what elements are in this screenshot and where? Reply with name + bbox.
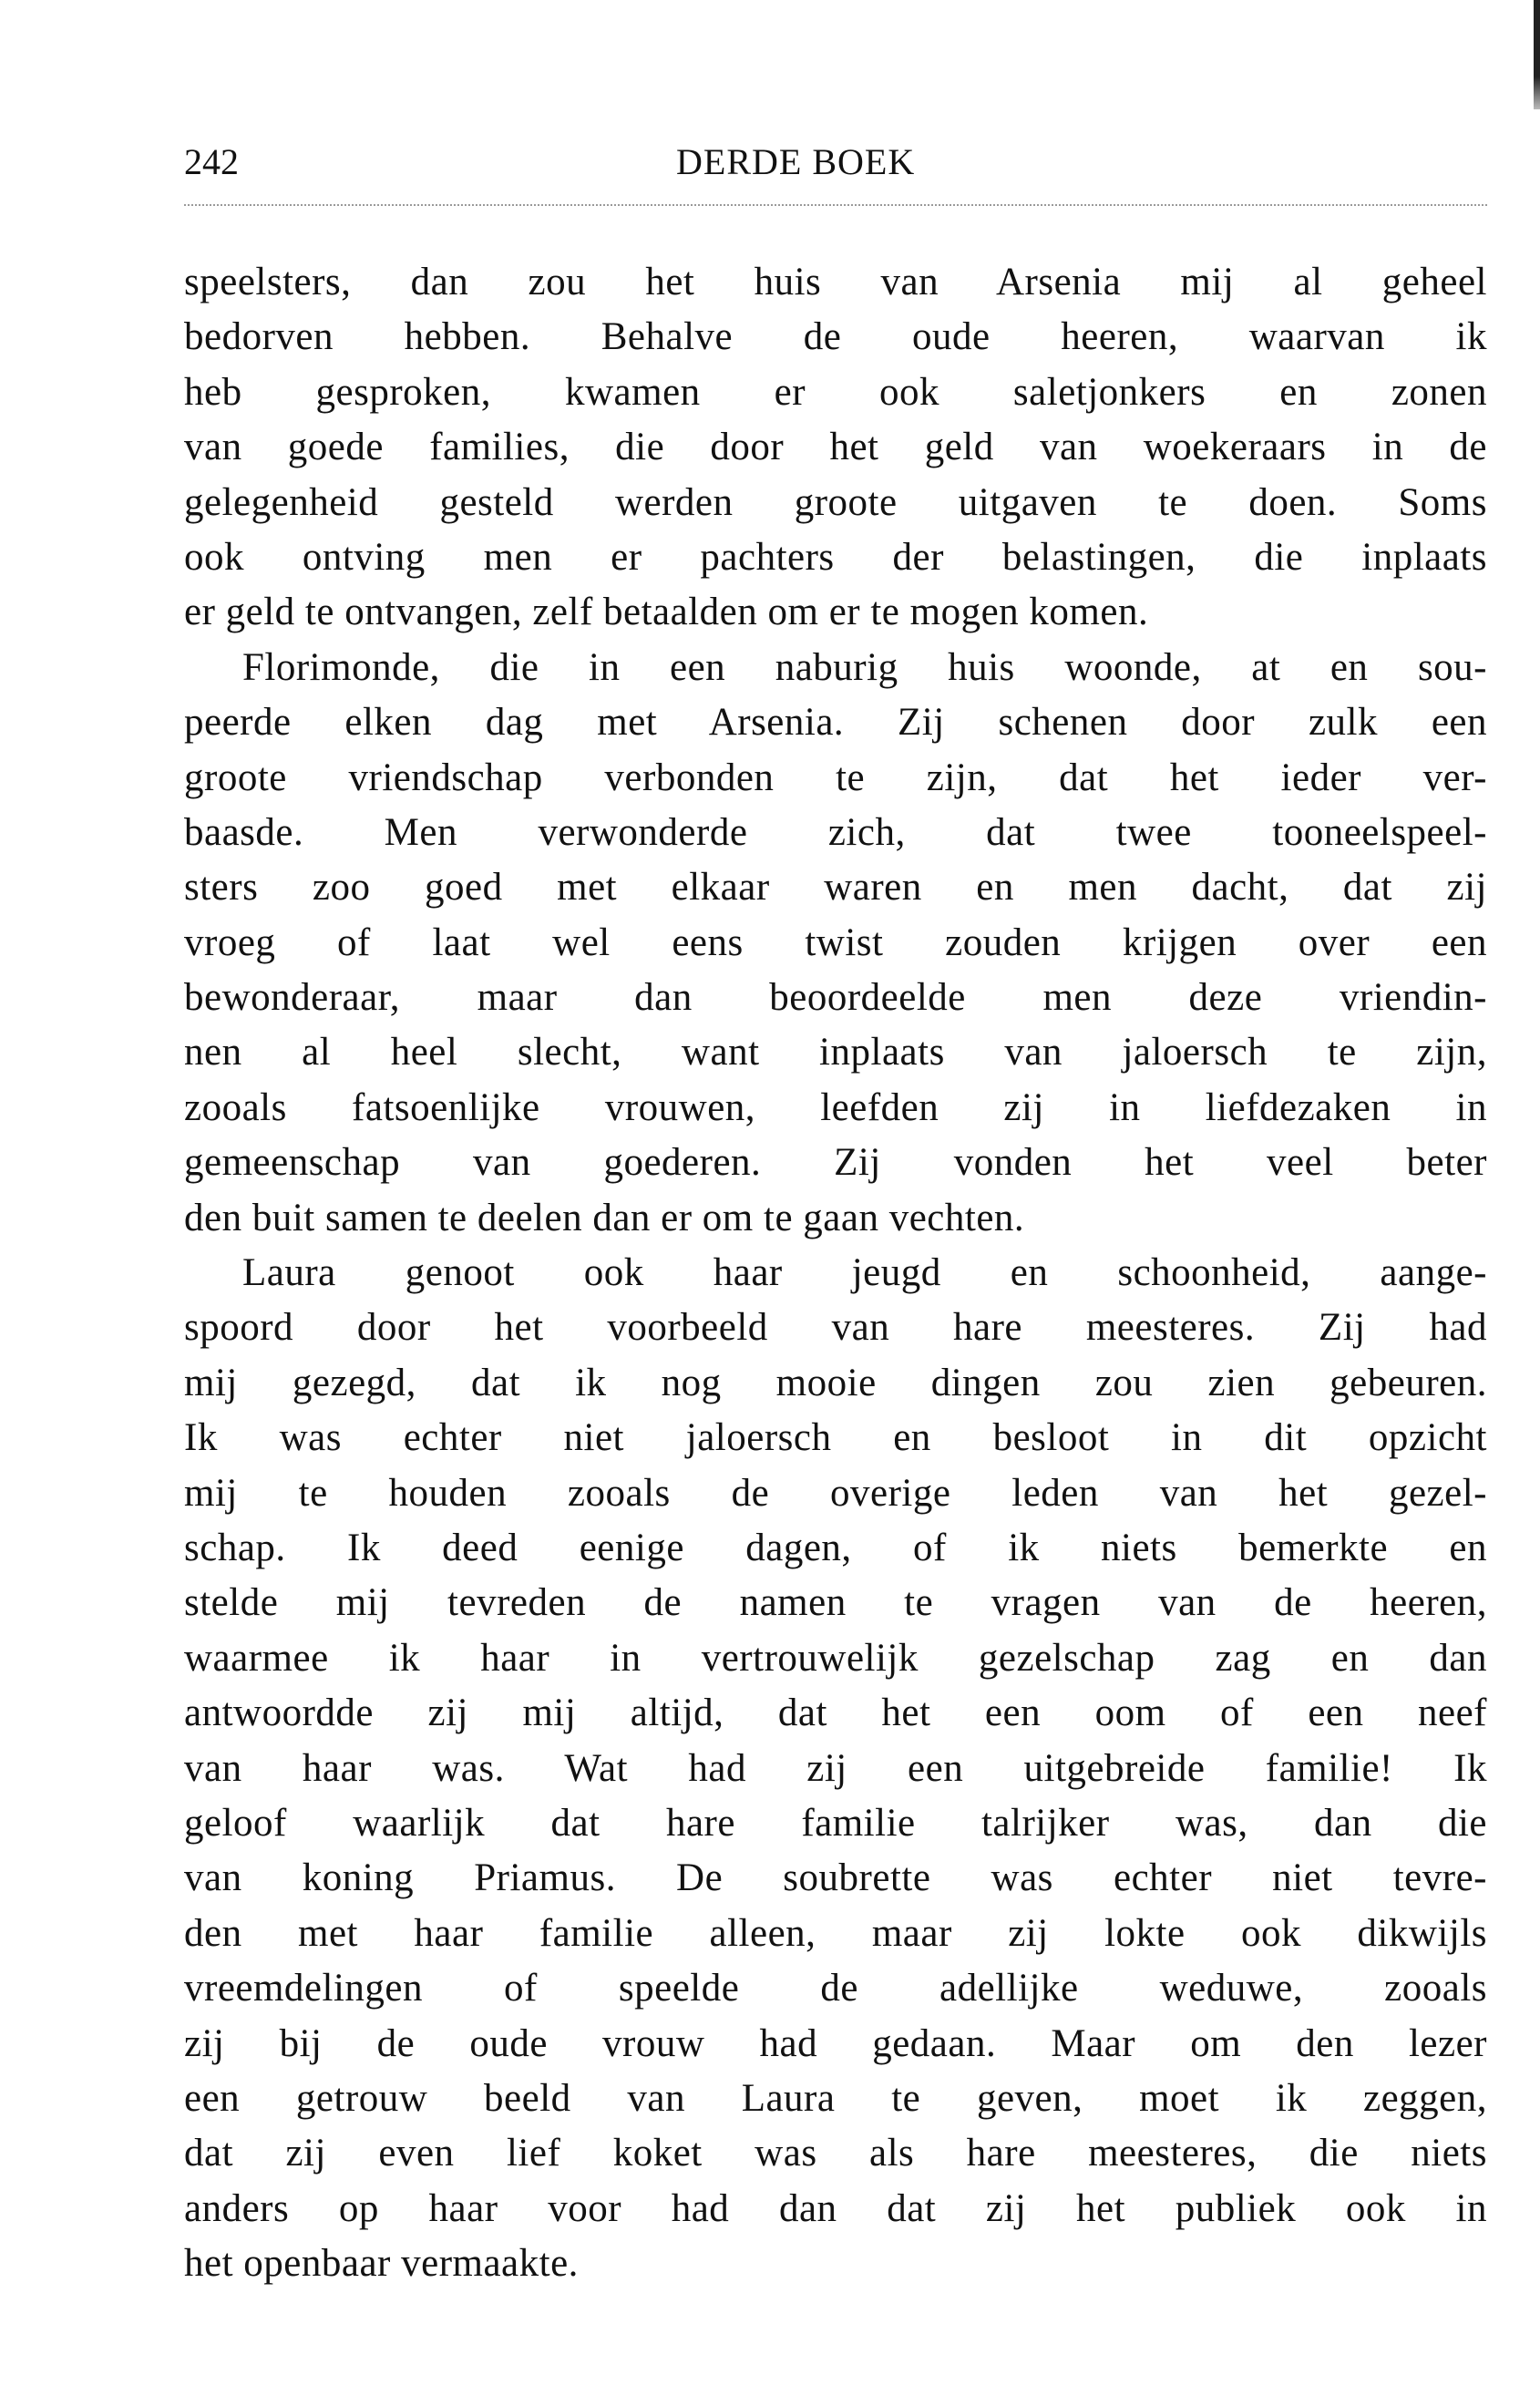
text-line: Florimonde, die in een naburig huis woonde, at en sou- [242, 645, 1487, 689]
text-line: bewonderaar, maar dan beoordeelde men deze vriendin- [184, 976, 1487, 1020]
text-line: vroeg of laat wel eens twist zouden krijgen over een [184, 920, 1487, 964]
text-line: den buit samen te deelen dan er om te gaan vechten. [184, 1196, 1025, 1239]
text-line: antwoordde zij mij altijd, dat het een oom of een neef [184, 1691, 1487, 1735]
text-line: een getrouw beeld van Laura te geven, moet ik zeggen, [184, 2076, 1487, 2120]
text-line: anders op haar voor had dan dat zij het publiek ook in [184, 2186, 1487, 2230]
text-line: Laura genoot ook haar jeugd en schoonheid, aange- [242, 1251, 1487, 1295]
text-line: peerde elken dag met Arsenia. Zij schenen door zulk een [184, 701, 1487, 745]
text-line: speelsters, dan zou het huis van Arsenia mij al geheel [184, 261, 1487, 303]
text-line: mij gezegd, dat ik nog mooie dingen zou zien gebeuren. [184, 1361, 1487, 1404]
text-line: gelegenheid gesteld werden groote uitgaven te doen. Soms [184, 480, 1487, 524]
text-line: den met haar familie alleen, maar zij lokte ook dikwijls [184, 1911, 1487, 1955]
paragraph [184, 255, 1487, 641]
text-line: mij te houden zooals de overige leden van het gezel- [184, 1471, 1487, 1515]
text-line: sters zoo goed met elkaar waren en men dacht, dat zij [184, 866, 1487, 910]
text-line: Ik was echter niet jaloersch en besloot in dit opzicht [184, 1416, 1487, 1460]
text-line: ook ontving men er pachters der belastingen, die inplaats [184, 535, 1487, 579]
paragraph [184, 1246, 1487, 2291]
text-line: spoord door het voorbeeld van hare meesteres. Zij had [184, 1306, 1487, 1350]
page-number: 242 [184, 141, 239, 182]
text-line: het openbaar vermaakte. [184, 2242, 579, 2286]
text-line: zij bij de oude vrouw had gedaan. Maar om den lezer [184, 2021, 1487, 2065]
text-line: van koning Priamus. De soubrette was echter niet tevre- [184, 1856, 1487, 1900]
text-line: heb gesproken, kwamen er ook saletjonkers en zonen [184, 370, 1487, 414]
text-line: zooals fatsoenlijke vrouwen, leefden zij in liefdezaken in [184, 1085, 1487, 1129]
running-title: DERDE BOEK [676, 141, 916, 182]
page-header [184, 135, 1487, 190]
text-line: groote vriendschap verbonden te zijn, dat het ieder ver- [184, 756, 1487, 799]
text-line: bedorven hebben. Behalve de oude heeren, waarvan ik [184, 315, 1487, 359]
text-line: vreemdelingen of speelde de adellijke weduwe, zooals [184, 1967, 1487, 2010]
text-line: nen al heel slecht, want inplaats van jaloersch te zijn, [184, 1031, 1487, 1074]
text-body [184, 255, 1487, 2291]
text-line: waarmee ik haar in vertrouwelijk gezelschap zag en dan [184, 1636, 1487, 1680]
text-line: er geld te ontvangen, zelf betaalden om er te mogen komen. [184, 591, 1149, 634]
paragraph [184, 641, 1487, 1246]
text-line: stelde mij tevreden de namen te vragen van de heeren, [184, 1581, 1487, 1625]
text-line: baasde. Men verwonderde zich, dat twee tooneelspeel- [184, 810, 1487, 854]
text-line: geloof waarlijk dat hare familie talrijker was, dan die [184, 1801, 1487, 1845]
text-line: schap. Ik deed eenige dagen, of ik niets bemerkte en [184, 1526, 1487, 1569]
page-edge-mark [1534, 0, 1540, 109]
text-line: van goede families, die door het geld van woekeraars in de [184, 426, 1487, 469]
text-line: gemeenschap van goederen. Zij vonden het veel beter [184, 1141, 1487, 1185]
text-line: dat zij even lief koket was als hare meesteres, die niets [184, 2132, 1487, 2175]
text-line: van haar was. Wat had zij een uitgebreide familie! Ik [184, 1746, 1487, 1790]
header-divider [184, 204, 1487, 206]
